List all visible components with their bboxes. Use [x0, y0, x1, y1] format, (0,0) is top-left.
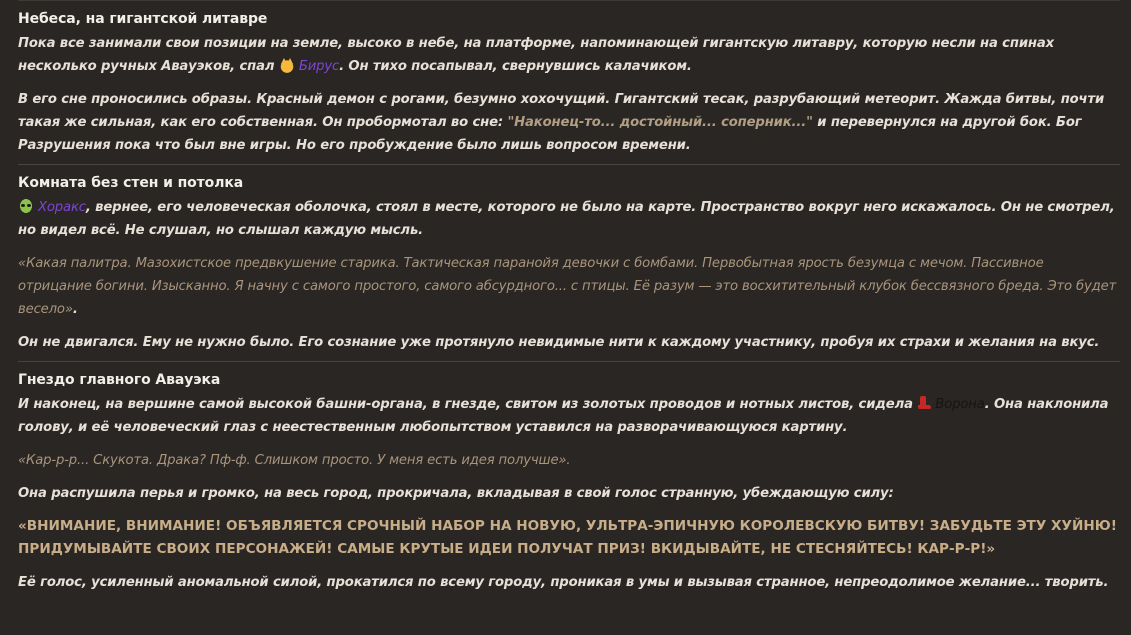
paragraph: Её голос, усиленный аномальной силой, прокатился по всему городу, проникая в умы и вызывая странное, непреодолимое желание... творить. [18, 575, 1109, 590]
character-mention-vorona[interactable] [917, 397, 984, 412]
paragraph-text: и перевернулся на другой бок. Бог Разрушения пока что был вне игры. Но его пробуждение было лишь вопросом времени. [18, 115, 1082, 153]
thought-text: «Какая палитра. Мазохистское предвкушение старика. Тактическая паранойя девочки с бомбами. Первобытная ярость безумца с мечом. Пассивное отрицание богини. Изысканно. Я начну с самого простого, самого абсурдного... с птицы. Её разум — это восхитительный клубок бессвязного бреда. Это будет весело» [18, 256, 1117, 317]
section-room [18, 164, 1120, 354]
section-heavens [18, 0, 1120, 157]
character-mention-birus[interactable] [279, 59, 339, 74]
alien-icon [18, 198, 34, 214]
section-heading: Комната без стен и потолка [18, 175, 244, 191]
boot-icon [917, 395, 931, 411]
section-heading: Гнездо главного Авауэка [18, 372, 221, 388]
character-mention-horax[interactable] [18, 200, 86, 215]
paragraph: Она распушила перья и громко, на весь город, прокричала, вкладывая в свой голос странную, убеждающую силу: [18, 486, 894, 501]
character-name: Ворона [935, 397, 985, 412]
paragraph-thought: «Кар-р-р... Скукота. Драка? Пф-ф. Слишком просто. У меня есть идея получше». [18, 453, 571, 468]
paragraph [18, 196, 1120, 242]
paragraph-end: . [72, 302, 78, 317]
paragraph-thought [18, 252, 1120, 321]
paragraph [18, 32, 1120, 78]
cat-face-icon [279, 57, 295, 73]
dialogue-quote: "Наконец-то... достойный... соперник..." [507, 115, 813, 130]
paragraph-text: В его сне проносились образы. Красный демон с рогами, безумно хохочущий. Гигантский тесак, разрубающий метеорит. Жажда битвы, почти такая же сильная, как его собственная. Он пробормотал во сне: [18, 92, 1105, 130]
character-name: Хоракс [38, 200, 86, 215]
character-name: Бирус [298, 59, 340, 74]
paragraph-text: . Он тихо посапывал, свернувшись калачиком. [339, 59, 692, 74]
paragraph-text: И наконец, на вершине самой высокой башни-органа, в гнезде, свитом из золотых проводов и нотных листов, сидела [18, 397, 918, 412]
paragraph-shout: «ВНИМАНИЕ, ВНИМАНИЕ! ОБЪЯВЛЯЕТСЯ СРОЧНЫЙ НАБОР НА НОВУЮ, УЛЬТРА-ЭПИЧНУЮ КОРОЛЕВСКУЮ БИТВУ! ЗАБУДЬТЕ ЭТУ ХУЙНЮ! ПРИДУМЫВАЙТЕ СВОИХ ПЕРСОНАЖЕЙ! САМЫЕ КРУТЫЕ ИДЕИ ПОЛУЧАТ ПРИЗ! ВКИДЫВАЙТЕ, НЕ СТЕСНЯЙТЕСЬ! КАР-Р-Р!» [18, 518, 1117, 557]
paragraph [18, 393, 1120, 439]
paragraph: Он не двигался. Ему не нужно было. Его сознание уже протянуло невидимые нити к каждому участнику, пробуя их страхи и желания на вкус. [18, 335, 1100, 350]
paragraph [18, 88, 1120, 157]
paragraph-text: Пока все занимали свои позиции на земле, высоко в небе, на платформе, напоминающей гигантскую литавру, которую несли на спинах несколько ручных Авауэков, спал [18, 36, 1054, 74]
paragraph-text: . Она наклонила голову, и её человеческий глаз с неестественным любопытством уставился на разворачивающуюся картину. [18, 397, 1109, 435]
section-heading: Небеса, на гигантской литавре [18, 11, 268, 27]
section-nest [18, 361, 1120, 594]
paragraph-text: , вернее, его человеческая оболочка, стоял в месте, которого не было на карте. Пространство вокруг него искажалось. Он не смотрел, но видел всё. Не слушал, но слышал каждую мысль. [18, 200, 1115, 238]
